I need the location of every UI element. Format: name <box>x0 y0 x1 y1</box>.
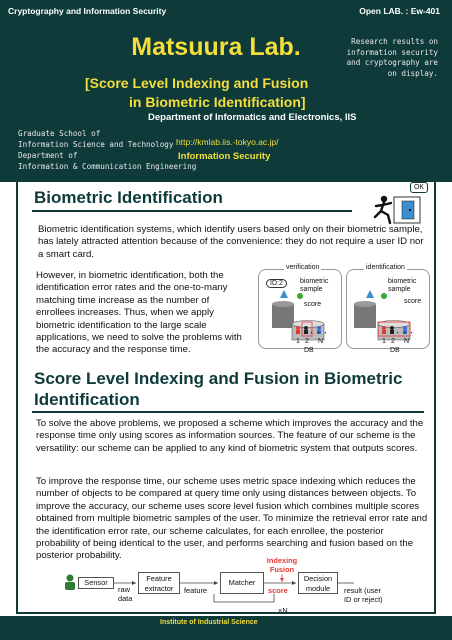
fusion-label: Fusion <box>269 565 295 574</box>
biometric-sample-label: biometric sample <box>388 278 417 293</box>
enrollee-index-2: 2 <box>305 338 309 345</box>
school-line: Information & Communication Engineering <box>18 162 197 171</box>
ellipsis: ・・・ <box>308 330 329 337</box>
system-flow-diagram <box>54 556 424 616</box>
enrollee-index-n: N <box>318 338 324 345</box>
ellipsis: ・・・ <box>394 330 415 337</box>
section1-paragraph-2: However, in biometric identification, both the identification error rates and the one-to-many matching time increase as the number of enrollees increases. Thus, when we apply biometric identification to the large scale applications, we need to solve the problems with the accuracy and the response time. <box>36 270 242 356</box>
score-label: score <box>268 586 288 595</box>
enrollee-index-1: 1 <box>382 338 386 345</box>
subtitle-line-2: in Biometric Identification] <box>129 94 306 110</box>
section2-title-line-2: Identification <box>34 390 140 409</box>
score-label: score <box>404 298 422 305</box>
matcher-box: Matcher <box>220 572 264 594</box>
footer-bar <box>0 616 452 640</box>
feature-extractor-label: Feature <box>146 574 172 583</box>
verification-identification-diagram <box>258 264 430 354</box>
result-line: ID or reject) <box>344 595 383 604</box>
sensor-box: Sensor <box>78 577 114 589</box>
decision-module-label: module <box>305 584 331 593</box>
section2-paragraph-2: To improve the response time, our scheme uses metric space indexing which reduces the number of objects to be compared at query time only using distances between objects. To improve the accuracy, our scheme uses score level fusion which combines multiple scores obtained from multiple biometric samples of the user. To minimize the retrieval error rate and the identification error rate, our scheme calculates, for each enrollee, the posterior probability of being identical to the user, and performs searching and fusion based on the posterior probability. <box>36 476 428 562</box>
lab-url[interactable]: http://kmlab.iis.-tokyo.ac.jp/ <box>176 137 279 147</box>
graduate-school <box>18 128 196 172</box>
data-label: data <box>118 594 133 603</box>
ok-badge: OK <box>410 182 428 193</box>
identification-label: identification <box>366 264 405 271</box>
enrollee-index-2: 2 <box>391 338 395 345</box>
section-title-biometric-identification: Biometric Identification <box>34 188 223 207</box>
raw-label: raw <box>118 585 130 594</box>
section2-title-line-1: Score Level Indexing and Fusion in Biometric <box>34 369 403 388</box>
title-underline <box>32 210 352 212</box>
institute-label: Institute of Industrial Science <box>160 619 258 626</box>
category-label: Cryptography and Information Security <box>8 6 167 16</box>
department: Department of Informatics and Electronics, IIS <box>148 112 357 123</box>
feature-label: feature <box>184 586 208 595</box>
lab-title: Matsuura Lab. <box>131 33 301 61</box>
result-line: result (user <box>344 586 381 595</box>
indexing-label: Indexing <box>266 556 298 565</box>
school-line: Department of <box>18 151 78 160</box>
user-id-tag: ID:2 <box>266 279 287 288</box>
subtitle-line-1: [Score Level Indexing and Fusion <box>85 75 309 91</box>
section1-paragraph-1: Biometric identification systems, which identify users based only on their biometric sample, has lately attracted attention because of the convenience: they do not require a user ID nor a smart card. <box>38 224 424 260</box>
times-n-label: ×N <box>278 606 288 615</box>
enrollee-index-1: 1 <box>296 338 300 345</box>
db-label: DB <box>390 347 400 354</box>
decision-module-label: Decision <box>303 574 333 583</box>
title-underline <box>32 411 424 413</box>
lab-code: Open LAB. : Ew-401 <box>359 6 440 16</box>
school-line: Information Science and Technology <box>18 140 174 149</box>
enrollee-index-n: N <box>404 338 410 345</box>
field-label: Information Security <box>178 151 271 162</box>
section-title-score-level-indexing <box>34 368 414 410</box>
score-label: score <box>304 301 322 308</box>
db-label: DB <box>304 347 314 354</box>
biometric-sample-label: biometric sample <box>300 278 329 293</box>
poster-subtitle <box>85 74 308 112</box>
flow-arrows <box>54 556 424 616</box>
header-banner <box>0 0 452 182</box>
running-person-icon <box>372 193 432 225</box>
school-line: Graduate School of <box>18 129 101 138</box>
section2-paragraph-1: To solve the above problems, we proposed a scheme which improves the accuracy and the response time only using scores as information sources. The feature of our scheme is the versatility: our scheme can be applied to any kind of biometric system that outputs scores. <box>36 418 424 454</box>
verification-label: verification <box>286 264 320 271</box>
feature-extractor-label: extractor <box>144 584 174 593</box>
display-note: Research results on information security and cryptography are on display. <box>346 37 438 78</box>
